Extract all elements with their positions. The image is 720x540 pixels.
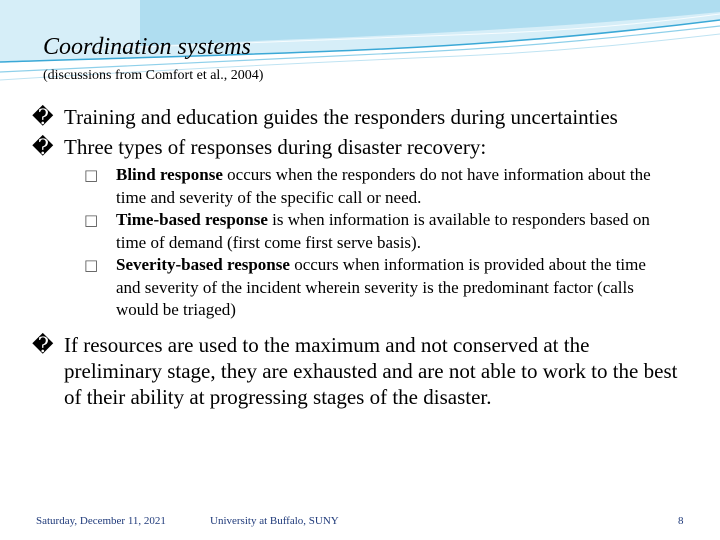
footer-page-number: 8 (678, 515, 684, 527)
bullet-marker: � (32, 135, 54, 159)
bullet-item (32, 104, 692, 130)
bullet-text: Three types of responses during disaster recovery: (64, 135, 487, 159)
sub-bullet-item (84, 254, 666, 322)
footer-institution: University at Buffalo, SUNY (210, 515, 339, 527)
square-bullet-icon: □ (84, 166, 99, 184)
bullet-marker: � (32, 332, 54, 357)
sub-bullet-term: Blind response (116, 165, 223, 184)
sub-bullet-list (32, 164, 692, 322)
sub-bullet-text: occurs when information is provided about the time and severity of the incident wherein severity is the predominant factor (calls would be triaged) (116, 255, 646, 319)
slide-content (32, 104, 692, 414)
bullet-text: If resources are used to the maximum and not conserved at the preliminary stage, they are exhausted and are not able to work to the best of their ability at progressing stages of the disaster. (64, 332, 678, 409)
footer-date: Saturday, December 11, 2021 (36, 515, 166, 527)
bullet-marker: � (32, 105, 54, 129)
sub-bullet-text: is when information is available to responders based on time of demand (first come first serve basis). (116, 210, 650, 252)
bullet-item (32, 134, 692, 160)
bullet-item (32, 332, 692, 410)
slide-subtitle: (discussions from Comfort et al., 2004) (43, 68, 264, 83)
sub-bullet-item (84, 209, 666, 254)
sub-bullet-term: Severity-based response (116, 255, 290, 274)
slide-title: Coordination systems (43, 34, 251, 60)
sub-bullet-term: Time-based response (116, 210, 268, 229)
sub-bullet-item (84, 164, 666, 209)
bullet-text: Training and education guides the responders during uncertainties (64, 105, 618, 129)
square-bullet-icon: □ (84, 211, 99, 229)
square-bullet-icon: □ (84, 256, 99, 274)
sub-bullet-text: occurs when the responders do not have information about the time and severity of the specific call or need. (116, 165, 651, 207)
